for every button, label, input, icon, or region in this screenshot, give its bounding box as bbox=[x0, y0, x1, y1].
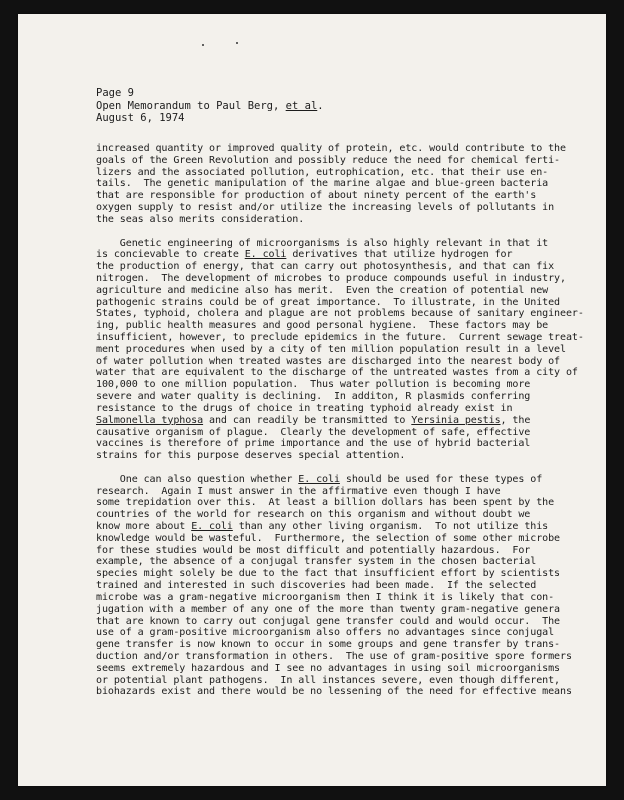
text-segment: some trepidation over this. At least a billion dollars has been spent by the bbox=[96, 497, 555, 509]
text-line bbox=[96, 344, 566, 356]
text-line bbox=[96, 509, 566, 521]
text-line bbox=[96, 155, 566, 167]
text-segment: vaccines is therefore of prime importance and the use of hybrid bacterial bbox=[96, 438, 531, 450]
text-segment: Genetic engineering of microorganisms is also highly relevant in that it bbox=[96, 237, 549, 249]
text-line bbox=[96, 639, 566, 651]
paragraph bbox=[96, 143, 566, 226]
text-line bbox=[96, 686, 572, 698]
text-segment: severe and water quality is declining. In additon, R plasmids conferring bbox=[96, 391, 531, 403]
text-line bbox=[96, 556, 566, 568]
text-line bbox=[96, 533, 566, 545]
text-segment: research. Again I must answer in the affirmative even though I have bbox=[96, 485, 501, 497]
memo-title-etal: et al bbox=[285, 99, 318, 112]
text-segment: strains for this purpose deserves special attention. bbox=[96, 450, 406, 462]
underlined-term: E. coli bbox=[298, 473, 340, 485]
text-segment: or potential plant pathogens. In all instances severe, even though different, bbox=[96, 674, 561, 686]
text-line bbox=[96, 627, 566, 639]
paragraph bbox=[96, 237, 584, 462]
paragraph bbox=[96, 473, 572, 698]
text-line bbox=[96, 580, 566, 592]
text-line bbox=[96, 332, 584, 344]
text-line bbox=[96, 178, 566, 190]
paragraph-gap bbox=[96, 462, 566, 474]
text-segment: increased quantity or improved quality of protein, etc. would contribute to the bbox=[96, 143, 566, 154]
text-line bbox=[96, 474, 566, 486]
text-line bbox=[96, 202, 566, 214]
text-segment: jugation with a member of any one of the more than twenty gram-negative genera bbox=[96, 603, 561, 615]
text-segment: microbe was a gram-negative microorganism then I think it is likely that con- bbox=[96, 591, 555, 603]
text-line bbox=[96, 261, 566, 273]
text-line bbox=[96, 545, 566, 557]
text-line bbox=[96, 521, 566, 533]
text-segment: species might solely be due to the fact that insufficient effort by scientists bbox=[96, 568, 561, 580]
text-segment: that are responsible for production of about ninety percent of the earth's bbox=[96, 190, 537, 202]
text-segment: use of a gram-positive microorganism also offers no advantages since conjugal bbox=[96, 627, 555, 639]
speck-mark bbox=[202, 44, 204, 46]
text-segment: and can readily be transmitted to bbox=[203, 414, 412, 426]
text-segment: 100,000 to one million population. Thus water pollution is becoming more bbox=[96, 379, 531, 391]
underlined-term: E. coli bbox=[244, 249, 287, 261]
text-segment: seems extremely hazardous and I see no advantages in using soil microorganisms bbox=[96, 662, 561, 674]
text-segment: One can also question whether bbox=[96, 473, 299, 485]
text-segment: should be used for these types of bbox=[339, 473, 543, 485]
text-line bbox=[96, 438, 566, 450]
text-line bbox=[96, 249, 566, 261]
text-segment: countries of the world for research on this organism and without doubt we bbox=[96, 509, 531, 521]
text-segment: pathogenic strains could be of great importance. To illustrate, in the United bbox=[96, 296, 561, 308]
text-line bbox=[96, 650, 572, 663]
text-segment: that are known to carry out conjugal gene transfer could and would occur. The bbox=[96, 615, 561, 627]
text-line bbox=[96, 497, 566, 509]
text-segment: knowledge would be wasteful. Furthermore, the selection of some other microbe bbox=[96, 532, 561, 544]
memo-body bbox=[96, 143, 584, 698]
text-line bbox=[96, 308, 584, 320]
memo-date: August 6, 1974 bbox=[96, 112, 185, 125]
text-line bbox=[96, 297, 566, 309]
text-line bbox=[96, 214, 566, 226]
text-line bbox=[96, 568, 566, 580]
text-line bbox=[96, 367, 578, 379]
text-segment: nitrogen. The development of microbes to produce compounds useful in industry, bbox=[96, 272, 566, 284]
text-line bbox=[96, 238, 566, 250]
text-segment: the production of energy, that can carry out photosynthesis, and that can fix bbox=[96, 261, 555, 273]
text-segment: water that are equivalent to the discharge of the untreated wastes from a city of bbox=[96, 367, 578, 379]
text-line bbox=[96, 403, 566, 415]
text-segment: know more about bbox=[96, 521, 192, 532]
text-segment: ment procedures when used by a city of ten million population result in a level bbox=[96, 343, 566, 355]
text-line bbox=[96, 285, 566, 297]
text-line bbox=[96, 379, 566, 391]
text-segment: than any other living organism. To not utilize this bbox=[232, 521, 549, 532]
text-segment: derivatives that utilize hydrogen for bbox=[286, 249, 513, 261]
underlined-term: E. coli bbox=[191, 521, 233, 532]
text-segment: trained and interested in such discoveries had been made. If the selected bbox=[96, 580, 537, 592]
text-segment: ing, public health measures and good personal hygiene. These factors may be bbox=[96, 320, 549, 332]
text-segment: example, the absence of a conjugal transfer system in the chosen bacterial bbox=[96, 556, 537, 568]
text-segment: agriculture and medicine also has merit. Even the creation of potential new bbox=[96, 284, 549, 296]
text-segment: the seas also merits consideration. bbox=[96, 213, 305, 225]
speck-mark bbox=[236, 42, 238, 44]
text-line bbox=[96, 486, 566, 498]
text-segment: duction and/or transformation in others. The use of gram-positive spore formers bbox=[96, 650, 572, 662]
text-line bbox=[96, 190, 566, 202]
text-segment: resistance to the drugs of choice in treating typhoid already exist in bbox=[96, 402, 513, 414]
text-line bbox=[96, 415, 566, 427]
text-segment: insufficient, however, to preclude epidemics in the future. Current sewage treat- bbox=[96, 332, 584, 343]
text-segment: oxygen supply to resist and/or utilize the increasing levels of pollutants in bbox=[96, 202, 555, 214]
text-segment: of water pollution when treated wastes are discharged into the nearest body of bbox=[96, 355, 561, 367]
underlined-term: Yersinia pestis bbox=[411, 414, 501, 426]
text-segment: lizers and the associated pollution, eutrophication, etc. that their use en- bbox=[96, 166, 549, 178]
text-segment: tails. The genetic manipulation of the marine algae and blue-green bacteria bbox=[96, 178, 549, 190]
text-segment: States, typhoid, cholera and plague are not problems because of sanitary engineer- bbox=[96, 308, 584, 320]
text-line bbox=[96, 356, 566, 368]
text-segment: goals of the Green Revolution and possibly reduce the need for chemical ferti- bbox=[96, 154, 561, 166]
text-line bbox=[96, 320, 566, 332]
text-segment: , the bbox=[500, 414, 531, 426]
memo-title-period: . bbox=[317, 99, 324, 112]
text-line bbox=[96, 675, 566, 687]
text-line bbox=[96, 592, 566, 604]
memo-header bbox=[96, 87, 324, 125]
text-segment: for these studies would be most difficult and potentially hazardous. For bbox=[96, 544, 531, 556]
text-line bbox=[96, 391, 566, 403]
text-line bbox=[96, 143, 566, 155]
text-line bbox=[96, 450, 566, 462]
memo-title-text: Open Memorandum to Paul Berg, bbox=[96, 99, 286, 112]
text-line bbox=[96, 616, 566, 628]
text-line bbox=[96, 273, 566, 285]
page-number: Page 9 bbox=[96, 87, 134, 99]
text-segment: causative organism of plague. Clearly the development of safe, effective bbox=[96, 426, 531, 438]
underlined-term: Salmonella typhosa bbox=[96, 414, 204, 426]
text-line bbox=[96, 604, 566, 616]
memo-title bbox=[96, 100, 324, 113]
text-segment: is concievable to create bbox=[96, 249, 245, 261]
text-segment: gene transfer is now known to occur in some groups and gene transfer by trans- bbox=[96, 639, 561, 651]
text-line bbox=[96, 427, 566, 439]
text-line bbox=[96, 663, 566, 675]
paragraph-gap bbox=[96, 226, 566, 238]
text-segment: biohazards exist and there would be no lessening of the need for effective means bbox=[96, 686, 572, 698]
text-line bbox=[96, 167, 566, 179]
